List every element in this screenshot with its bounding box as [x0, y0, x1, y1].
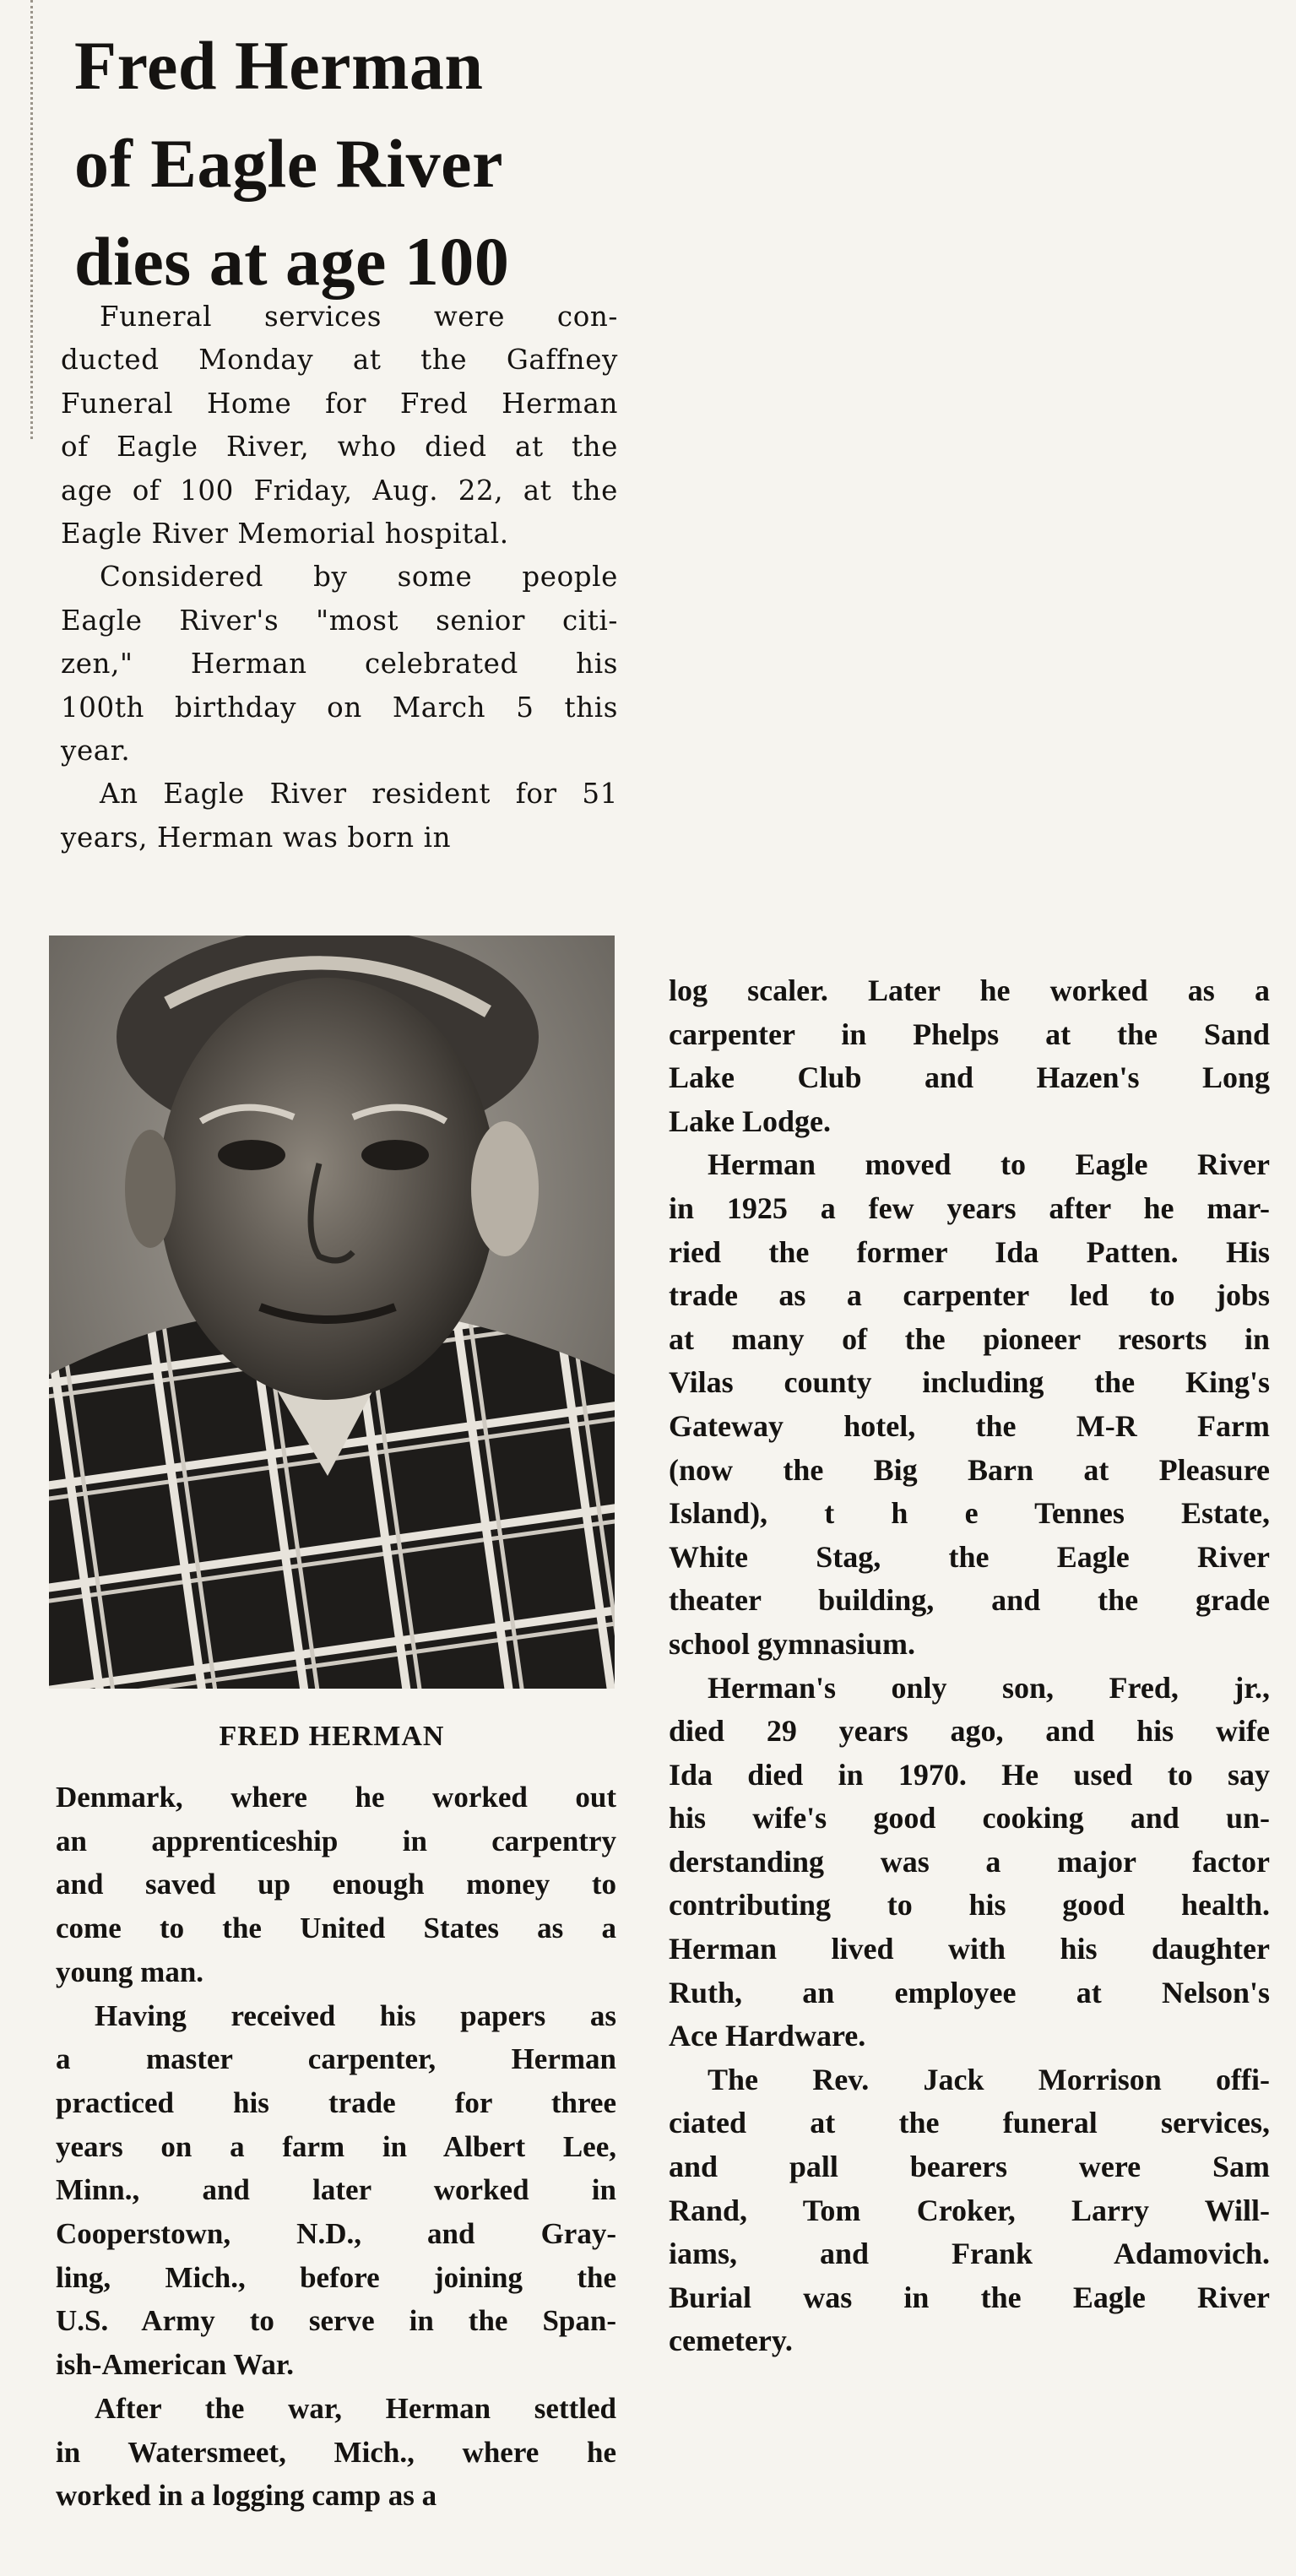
text-line: in Watersmeet, Mich., where he: [56, 2435, 616, 2469]
text-line: Having received his papers as: [95, 1998, 616, 2032]
article-paragraph: [56, 1776, 616, 1994]
text-line: U.S. Army to serve in the Span-: [56, 2304, 616, 2338]
article-paragraph: [669, 969, 1270, 1143]
text-line: a master carpenter, Herman: [56, 2042, 616, 2076]
portrait-photo: [49, 935, 615, 1689]
text-line: worked in a logging camp as a: [56, 2479, 437, 2513]
text-line: Eagle River Memorial hospital.: [61, 518, 509, 550]
photo-caption: FRED HERMAN: [219, 1721, 445, 1752]
article-paragraph: [61, 296, 618, 556]
text-line: ish-American War.: [56, 2348, 294, 2382]
text-line: Funeral Home for Fred Herman: [61, 387, 618, 420]
text-line: After the war, Herman settled: [95, 2391, 616, 2425]
text-line: Eagle River's "most senior citi-: [61, 604, 618, 637]
text-line: and pall bearers were Sam: [669, 2150, 1270, 2184]
text-line: Lake Club and Hazen's Long: [669, 1060, 1270, 1095]
text-line: school gymnasium.: [669, 1626, 916, 1661]
headline-line: dies at age 100: [74, 223, 510, 300]
text-line: Lake Lodge.: [669, 1104, 832, 1138]
article-paragraph: [669, 1667, 1270, 2058]
text-line: Funeral services were con-: [100, 301, 618, 333]
text-line: Minn., and later worked in: [56, 2173, 616, 2207]
text-line: young man.: [56, 1955, 204, 1988]
text-line: White Stag, the Eagle River: [669, 1539, 1270, 1574]
text-line: Cooperstown, N.D., and Gray-: [56, 2217, 616, 2251]
text-line: ling, Mich., before joining the: [56, 2260, 616, 2294]
text-line: An Eagle River resident for 51: [100, 778, 618, 811]
text-line: log scaler. Later he worked as a: [669, 973, 1270, 1007]
headline-line: Fred Herman: [74, 27, 484, 104]
article-paragraph: [61, 773, 618, 860]
text-line: Burial was in the Eagle River: [669, 2280, 1270, 2314]
text-line: Ida died in 1970. He used to say: [669, 1757, 1270, 1792]
text-line: in 1925 a few years after he mar-: [669, 1190, 1270, 1225]
text-line: an apprenticeship in carpentry: [56, 1824, 616, 1857]
text-line: Vilas county including the King's: [669, 1365, 1270, 1400]
text-line: years on a farm in Albert Lee,: [56, 2129, 616, 2163]
headline: [74, 17, 648, 311]
text-line: Ruth, an employee at Nelson's: [669, 1975, 1270, 2009]
text-line: his wife's good cooking and un-: [669, 1801, 1270, 1836]
text-line: Rand, Tom Croker, Larry Will-: [669, 2193, 1270, 2227]
text-line: contributing to his good health.: [669, 1888, 1270, 1923]
article-paragraph: [56, 1994, 616, 2387]
text-line: carpenter in Phelps at the Sand: [669, 1017, 1270, 1051]
text-line: Ace Hardware.: [669, 2019, 866, 2053]
text-line: years, Herman was born in: [61, 821, 452, 854]
article-paragraph: [669, 1143, 1270, 1666]
text-line: Considered by some people: [100, 561, 618, 594]
text-line: Island), t h e Tennes Estate,: [669, 1496, 1270, 1531]
text-line: Herman's only son, Fred, jr.,: [708, 1670, 1270, 1705]
text-line: (now the Big Barn at Pleasure: [669, 1452, 1270, 1487]
text-line: Denmark, where he worked out: [56, 1781, 616, 1814]
text-line: Herman lived with his daughter: [669, 1932, 1270, 1966]
text-line: and saved up enough money to: [56, 1868, 616, 1901]
headline-line: of Eagle River: [74, 125, 503, 202]
column-rule: [30, 0, 33, 439]
text-line: practiced his trade for three: [56, 2085, 616, 2119]
text-line: died 29 years ago, and his wife: [669, 1714, 1270, 1749]
text-line: ried the former Ida Patten. His: [669, 1234, 1270, 1269]
text-line: theater building, and the grade: [669, 1583, 1270, 1618]
text-line: ciated at the funeral services,: [669, 2106, 1270, 2140]
text-line: ducted Monday at the Gaffney: [61, 344, 618, 377]
article-paragraph: [61, 556, 618, 773]
text-line: derstanding was a major factor: [669, 1844, 1270, 1879]
article-column-1: [61, 296, 618, 860]
text-line: The Rev. Jack Morrison offi-: [708, 2062, 1270, 2096]
text-line: come to the United States as a: [56, 1912, 616, 1945]
article-paragraph: [56, 2387, 616, 2518]
article-paragraph: [669, 2058, 1270, 2363]
article-column-3: [56, 1776, 616, 2518]
text-line: Herman moved to Eagle River: [708, 1147, 1270, 1182]
text-line: Gateway hotel, the M-R Farm: [669, 1408, 1270, 1443]
text-line: year.: [61, 735, 131, 767]
text-line: cemetery.: [669, 2324, 793, 2358]
text-line: at many of the pioneer resorts in: [669, 1321, 1270, 1356]
text-line: of Eagle River, who died at the: [61, 431, 618, 464]
article-column-2: [669, 969, 1270, 2363]
text-line: iams, and Frank Adamovich.: [669, 2237, 1270, 2271]
text-line: age of 100 Friday, Aug. 22, at the: [61, 474, 618, 507]
text-line: 100th birthday on March 5 this: [61, 691, 618, 724]
portrait-image: [49, 935, 615, 1689]
text-line: zen," Herman celebrated his: [61, 648, 618, 681]
text-line: trade as a carpenter led to jobs: [669, 1278, 1270, 1313]
